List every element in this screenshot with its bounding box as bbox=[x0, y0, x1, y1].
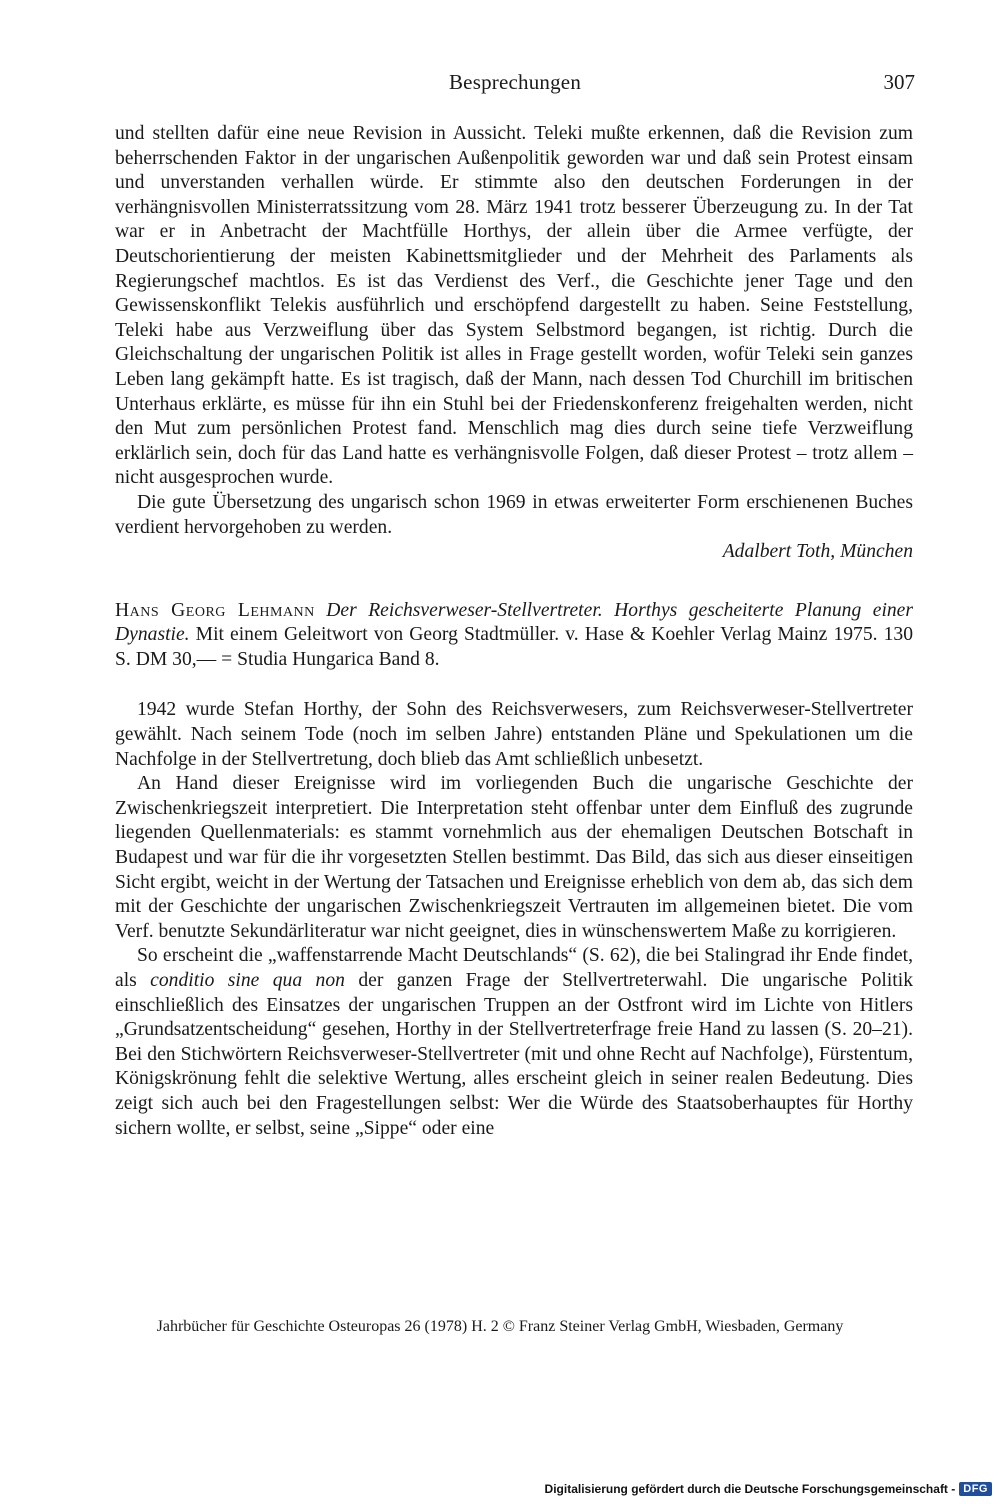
review2-italic-phrase: conditio sine qua non bbox=[150, 970, 345, 991]
review2-paragraph bbox=[115, 944, 913, 1141]
review2-author: Hans Georg Lehmann bbox=[115, 599, 315, 621]
running-title: Besprechungen bbox=[448, 70, 582, 94]
journal-citation-footer: Jahrbücher für Geschichte Osteuropas 26 (1978) H. 2 © Franz Steiner Verlag GmbH, Wiesbaden, Germany bbox=[156, 1318, 844, 1335]
review1-signature: Adalbert Toth, München bbox=[722, 541, 913, 563]
review2-text: der ganzen Frage der Stellvertreterwahl. Die ungarische Politik einschließlich des Einsatzes der ungarischen Truppen an der Ostfront wird im Lichte von Hitlers „Grundsatzentscheidung“ gesehen, Horthy in der Stellvertreterfrage freie Hand zu lassen (S. 20–21). Bei den Stichwörtern Reichsverweser-Stellvertreter (mit und ohne Recht auf Nachfolge), Fürstentum, Königskrönung fehlt die selektive Wertung, alles erscheint gleich in seiner realen Bedeutung. Dies zeigt sich auch bei den Fragestellungen selbst: Wer die Würde des Staatsoberhauptes für Horthy sichern wollte, er selbst, seine „Sippe“ oder eine bbox=[115, 970, 913, 1139]
page-number: 307 bbox=[883, 70, 915, 94]
review2-book-title: Der Reichsverweser-Stellvertreter. Horthys gescheiterte Planung einer Dynastie. bbox=[115, 599, 914, 646]
running-head bbox=[115, 70, 915, 102]
review2-text: So erscheint die „waffenstarrende Macht Deutschlands“ (S. 62), die bei Stalingrad ihr Ende findet, als bbox=[115, 945, 913, 991]
page-body bbox=[115, 122, 913, 1141]
digitization-notice-text: Digitalisierung gefördert durch die Deutsche Forschungsgemeinschaft - bbox=[544, 1482, 956, 1496]
review2-paragraph: 1942 wurde Stefan Horthy, der Sohn des Reichsverwesers, zum Reichsverweser-Stellvertreter gewählt. Nach seinem Tode (noch im selben Jahre) entstanden Pläne und Spekulationen um die Nachfolge in der Stellvertretung, doch blieb das Amt schließlich unbesetzt. bbox=[115, 699, 913, 770]
review2-paragraph: An Hand dieser Ereignisse wird im vorliegenden Buch die ungarische Geschichte der Zwischenkriegszeit interpretiert. Die Interpretation steht offenbar unter dem Einfluß des zugrunde liegenden Quellenmaterials: es stammt vornehmlich aus der ehemaligen Deutschen Botschaft in Budapest und war für die ihr vorgesetzten Stellen bestimmt. Das Bild, das sich aus dieser einseitigen Sicht ergibt, weicht in der Wertung der Tatsachen und Ereignisse erheblich von dem ab, das sich dem mit der Geschichte der ungarischen Zwischenkriegszeit Vertrauten im allgemeinen bietet. Die vom Verf. benutzte Sekundärliteratur war nicht geeignet, dies in wünschenswertem Maße zu korrigieren. bbox=[115, 773, 913, 942]
spacer bbox=[115, 672, 913, 698]
dfg-logo: DFG bbox=[959, 1482, 992, 1496]
review1-paragraph: Die gute Übersetzung des ungarisch schon 1969 in etwas erweiterter Form erschienenen Buches verdient hervorgehoben zu werden. bbox=[115, 491, 913, 538]
review2-imprint: Mit einem Geleitwort von Georg Stadtmüller. v. Hase & Koehler Verlag Mainz 1975. 130 S. DM 30,— = Studia Hungarica Band 8. bbox=[115, 624, 913, 670]
digitization-notice bbox=[545, 1482, 992, 1496]
review1-paragraph: und stellten dafür eine neue Revision in Aussicht. Teleki mußte erkennen, daß die Revision zum beherrschenden Faktor in der ungarischen Außenpolitik geworden war und daß sein Protest einsam und unverstanden verhallen würde. Er stimmte also den deutschen Forderungen in der verhängnisvollen Ministerratssitzung vom 28. März 1941 trotz besserer Überzeugung zu. In der Tat war er in Anbetracht der Machtfülle Horthys, der allein über die Armee verfügte, der Deutschorientierung der meisten Kabinettsmitglieder und der Mehrheit des Parlaments als Regierungschef machtlos. Es ist das Verdienst des Verf., die Geschichte jener Tage und den Gewissenskonflikt Telekis ausführlich und erschöpfend dargestellt zu haben. Seine Feststellung, Teleki habe aus Verzweiflung über das System Selbstmord begangen, ist richtig. Durch die Gleichschaltung der ungarischen Politik ist alles in Frage gestellt worden, wofür Teleki sein ganzes Leben lang gekämpft hatte. Es ist tragisch, daß der Mann, nach dessen Tod Churchill im britischen Unterhaus erklärte, es müsse für ihn ein Stuhl bei der Friedenskonferenz freigehalten werden, nicht den Mut zum persönlichen Protest fand. Menschlich mag dies durch seine tiefe Verzweiflung erklärlich sein, doch für das Land hatte es verhängnisvolle Folgen, daß dieser Protest – trotz allem – nicht ausgesprochen wurde. bbox=[115, 123, 913, 489]
review2-bibliographic-heading bbox=[115, 599, 913, 673]
